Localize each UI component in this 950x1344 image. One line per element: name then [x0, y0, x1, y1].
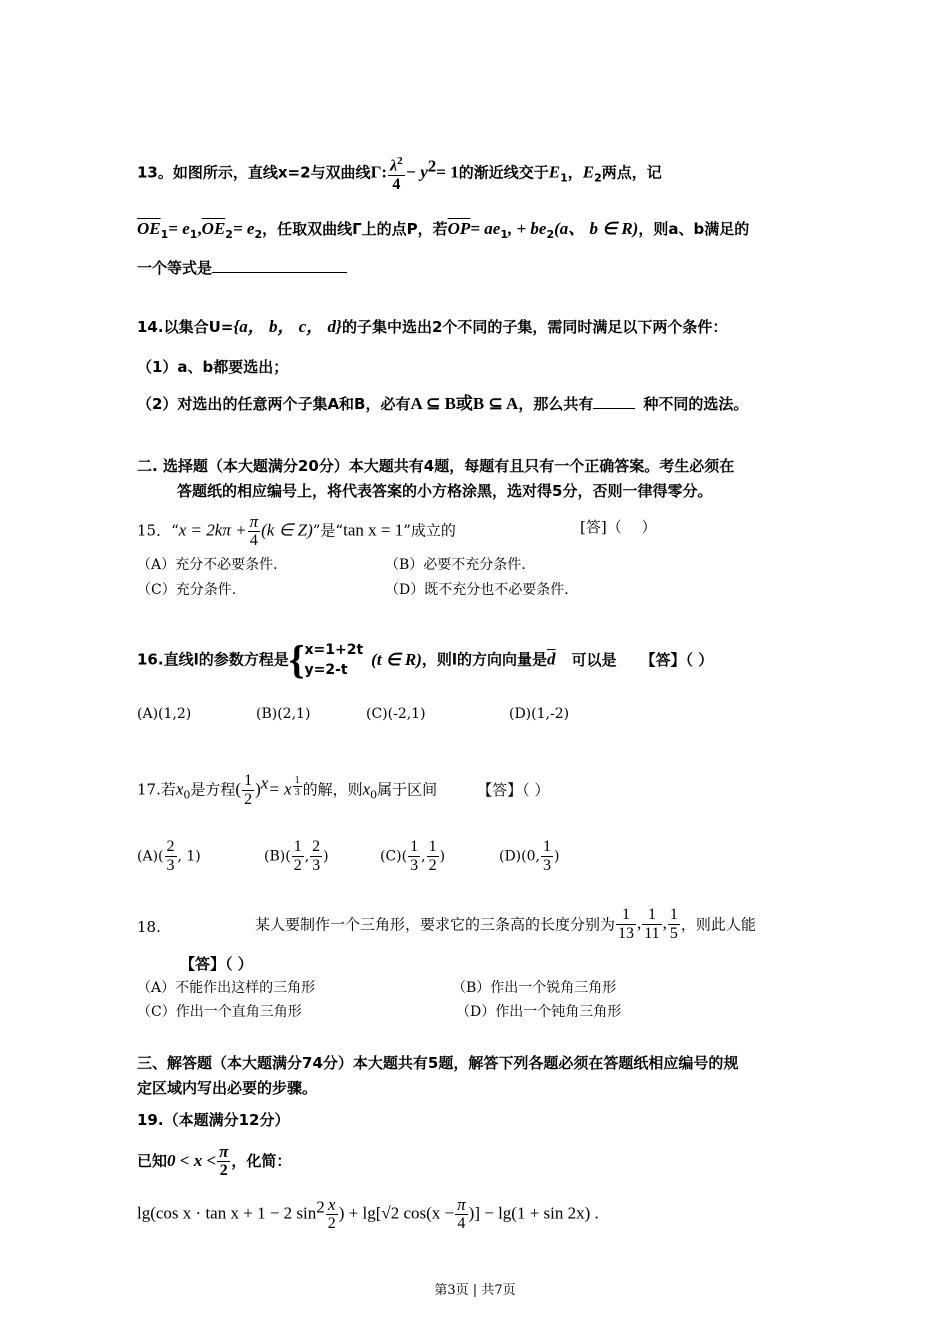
q19-expression: lg(cos x · tan x + 1 − 2 $\sin^2$ $\frac{x}{2}$ ) + lg[√2 cos(x − $\frac{\pi}{4}$ )] − lg(1 + sin 2x) . — [137, 1195, 599, 1232]
q13-line1: 13。如图所示，直线x=2与双曲线Γ: $\frac{\lambda^2}{4}$ − $y^2= 1$的渐近线交于$E_1$，$E_2$两点，记 — [137, 152, 662, 194]
x-over-2: $\frac{x}{2}$ — [327, 1195, 336, 1232]
q15-stem: 15．“x = 2kπ + $\frac{\pi}{4}$ (k ∈ Z)”是“tan x = 1”成立的 — [137, 512, 456, 549]
q17-option-d[interactable]: (D)(0, $\frac{1}{3}$ ) — [499, 838, 560, 874]
q18-option-a[interactable]: （A）不能作出这样的三角形 — [137, 980, 316, 996]
q18-option-d[interactable]: （D）作出一个钝角三角形 — [456, 1004, 622, 1020]
q18-option-c[interactable]: （C）作出一个直角三角形 — [137, 1004, 302, 1020]
q14-cond2: （2）对选出的任意两个子集A和B，必有A ⊆ B或B ⊆ A，那么共有 种不同的选法。 — [137, 394, 749, 413]
sec2-line2: 答题纸的相应编号上，将代表答案的小方格涂黑，选对得5分，否则一律得零分。 — [177, 482, 713, 500]
q15-option-d[interactable]: （D）既不充分也不必要条件. — [385, 582, 569, 598]
q15-option-a[interactable]: （A）充分不必要条件. — [137, 557, 278, 573]
frac-1-11: $\frac{1}{11}$ — [644, 906, 660, 942]
q17-option-a[interactable]: (A)( $\frac{2}{3}$ , 1) — [137, 838, 201, 874]
q14-cond1: （1）a、b都要选出； — [137, 358, 289, 376]
q15-option-b[interactable]: （B）必要不充分条件. — [385, 557, 526, 573]
q16-option-c[interactable]: (C)(-2,1) — [366, 706, 426, 722]
sec3-line2: 定区域内写出必要的步骤。 — [137, 1079, 318, 1097]
q13-line2: $\overline{OE}_1= e_1,\overline{OE}_2= e_2$，任取双曲线Γ上的点P，若$\overline{OP}= ae_1$, + $be_2(a$、 b ∈ R)，则a、b满足的 — [137, 219, 750, 241]
q17-option-c[interactable]: (C)( $\frac{1}{3}$ , $\frac{1}{2}$ ) — [380, 838, 446, 874]
cube-root-exp: 1 3 — [294, 774, 300, 798]
sec3-line1: 三、解答题（本大题满分74分）本大题共有5题，解答下列各题必须在答题纸相应编号的规 — [137, 1054, 739, 1072]
pi-over-4: $\frac{\pi}{4}$ — [249, 512, 259, 549]
q19-given: 已知0 < x < $\frac{\pi}{2}$ ，化简： — [137, 1142, 292, 1179]
lambda-sq-over-4: $\frac{\lambda^2}{4}$ — [388, 152, 405, 194]
q18-number: 18. — [137, 918, 161, 936]
answer-blank[interactable] — [212, 258, 347, 273]
q16-option-a[interactable]: (A)(1,2) — [137, 706, 192, 722]
q18-option-b[interactable]: （B）作出一个锐角三角形 — [452, 980, 617, 996]
q15-option-c[interactable]: （C）充分条件. — [137, 582, 237, 598]
q13-line3: 一个等式是 — [137, 257, 347, 279]
q16-stem: 16.直线l的参数方程是{ x=1+2t y=2-t (t ∈ R)，则l的方向向量是$\overline{d}$ 可以是 【答】（ ） — [137, 637, 714, 682]
q18-answer[interactable]: 【答】（ ） — [180, 955, 253, 973]
q14-line1: 14.以集合U={a， b， c， d}的子集中选出2个不同的子集，需同时满足以下两个条件： — [137, 317, 728, 336]
q17-stem: 17.若$x_0$是方程( $\frac{1}{2}$ )$^x$= x $^{\frac{1}{3}}$ 的解，则$x_0$属于区间 【答】（ ） — [137, 772, 550, 808]
q18-stem: 某人要制作一个三角形，要求它的三条高的长度分别为 $\frac{1}{13}$ , $\frac{1}{11}$ , $\frac{1}{5}$ ，则此人能 — [255, 906, 756, 942]
q15-answer[interactable]: [答]（ ） — [580, 518, 657, 536]
q16-option-b[interactable]: (B)(2,1) — [256, 706, 311, 722]
answer-blank[interactable] — [593, 394, 635, 409]
q16-option-d[interactable]: (D)(1,-2) — [509, 706, 570, 722]
q19-head: 19.（本题满分12分） — [137, 1111, 290, 1129]
frac-1-5: $\frac{1}{5}$ — [669, 906, 678, 942]
pi-over-4: $\frac{\pi}{4}$ — [457, 1195, 466, 1232]
sec2-line1: 二. 选择题（本大题满分20分）本大题共有4题，每题有且只有一个正确答案。考生必须在 — [137, 457, 735, 475]
frac-1-13: $\frac{1}{13}$ — [618, 906, 635, 942]
one-half: $\frac{1}{2}$ — [244, 772, 253, 808]
pi-over-2: $\frac{\pi}{2}$ — [219, 1142, 229, 1179]
q17-option-b[interactable]: (B)( $\frac{1}{2}$ , $\frac{2}{3}$ ) — [264, 838, 329, 874]
page-footer: 第3页 | 共7页 — [434, 1283, 516, 1298]
param-system: x=1+2t y=2-t — [304, 642, 364, 678]
